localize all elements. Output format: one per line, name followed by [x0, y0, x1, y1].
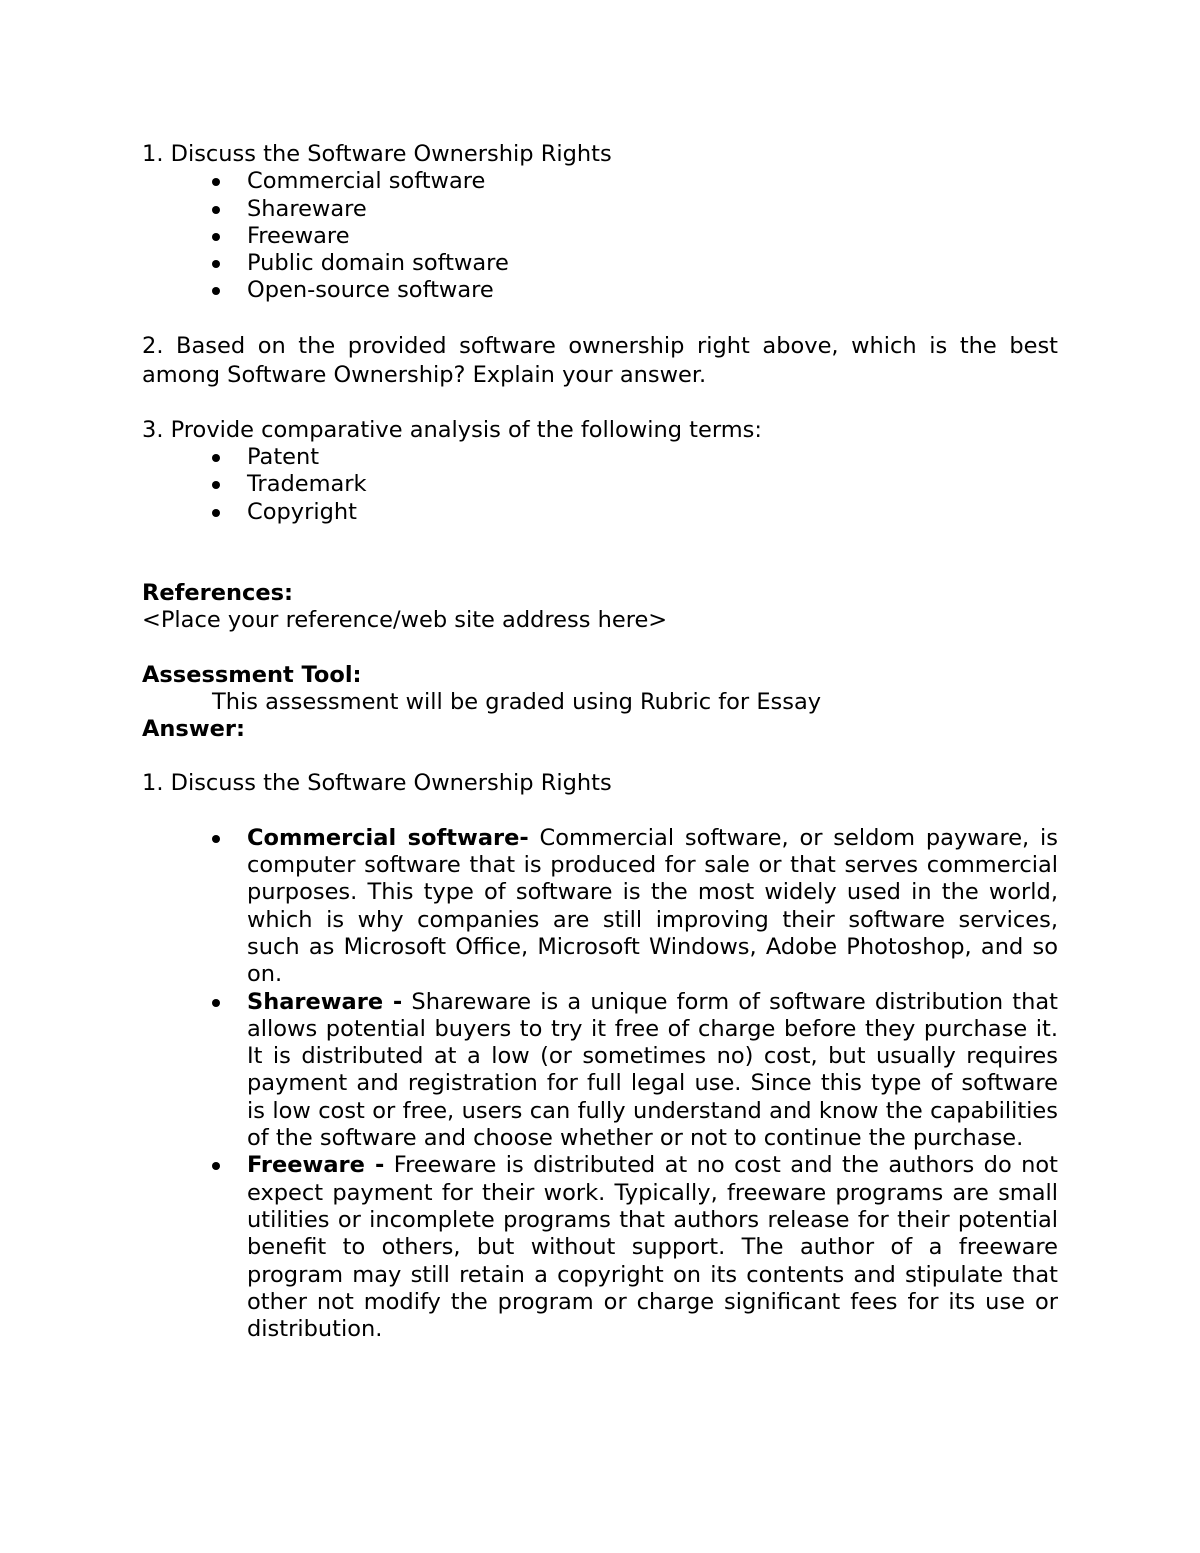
answer-list	[142, 825, 1058, 1344]
bullet-icon	[212, 206, 220, 214]
question-3-heading: 3. Provide comparative analysis of the following terms:	[142, 416, 762, 443]
list-item: Public domain software	[142, 250, 1058, 277]
assessment-text: This assessment will be graded using Rubric for Essay	[212, 688, 822, 715]
bullet-icon	[212, 287, 220, 295]
question-1-heading: 1. Discuss the Software Ownership Rights	[142, 141, 612, 167]
bullet-icon	[212, 1162, 220, 1170]
term-label: Freeware -	[247, 1152, 385, 1179]
bullet-icon	[212, 999, 220, 1007]
question-3-list	[142, 444, 1058, 526]
list-item: Trademark	[142, 471, 1058, 498]
references-label: References:	[142, 579, 293, 606]
bullet-icon	[212, 454, 220, 462]
question-2: 2. Based on the provided software ownership right above, which is the best among Software Ownership? Explain your answer.	[142, 332, 1058, 388]
document-page	[142, 141, 1058, 1343]
term-description: Freeware is distributed at no cost and the authors do not expect payment for their work. Typically, freeware programs are small utilities or incomplete programs that authors release for their potential benefit to others, but without support. The author of a freeware program may still retain a copyright on its contents and stipulate that other not modify the program or charge significant fees for its use or distribution.	[247, 1152, 1058, 1343]
list-item: Commercial software	[142, 168, 1058, 195]
bullet-icon	[212, 233, 220, 241]
question-1-list	[142, 168, 1058, 304]
bullet-icon	[212, 260, 220, 268]
list-item: Shareware	[142, 196, 1058, 223]
term-label: Shareware -	[247, 988, 403, 1015]
list-item: Copyright	[142, 499, 1058, 526]
answer-label: Answer:	[142, 716, 245, 743]
term-description: Shareware is a unique form of software distribution that allows potential buyers to try it free of charge before they purchase it. It is distributed at a low (or sometimes no) cost, but usually requires payment and registration for full legal use. Since this type of software is low cost or free, users can fully understand and know the capabilities of the software and choose whether or not to continue the purchase.	[247, 988, 1058, 1152]
list-item	[142, 825, 1058, 989]
list-item	[142, 989, 1058, 1153]
bullet-icon	[212, 481, 220, 489]
bullet-icon	[212, 178, 220, 186]
bullet-icon	[212, 835, 220, 843]
list-item	[142, 1152, 1058, 1343]
references-placeholder: <Place your reference/web site address here>	[142, 607, 668, 634]
term-description: Commercial software, or seldom payware, is computer software that is produced for sale or that serves commercial purposes. This type of software is the most widely used in the world, which is why companies are still improving their software services, such as Microsoft Office, Microsoft Windows, Adobe Photoshop, and so on.	[247, 824, 1058, 988]
list-item: Freeware	[142, 223, 1058, 250]
term-label: Commercial software-	[247, 824, 529, 851]
list-item: Open-source software	[142, 277, 1058, 304]
assessment-label: Assessment Tool:	[142, 661, 362, 688]
list-item: Patent	[142, 444, 1058, 471]
answer-heading: 1. Discuss the Software Ownership Rights	[142, 770, 612, 797]
bullet-icon	[212, 509, 220, 517]
